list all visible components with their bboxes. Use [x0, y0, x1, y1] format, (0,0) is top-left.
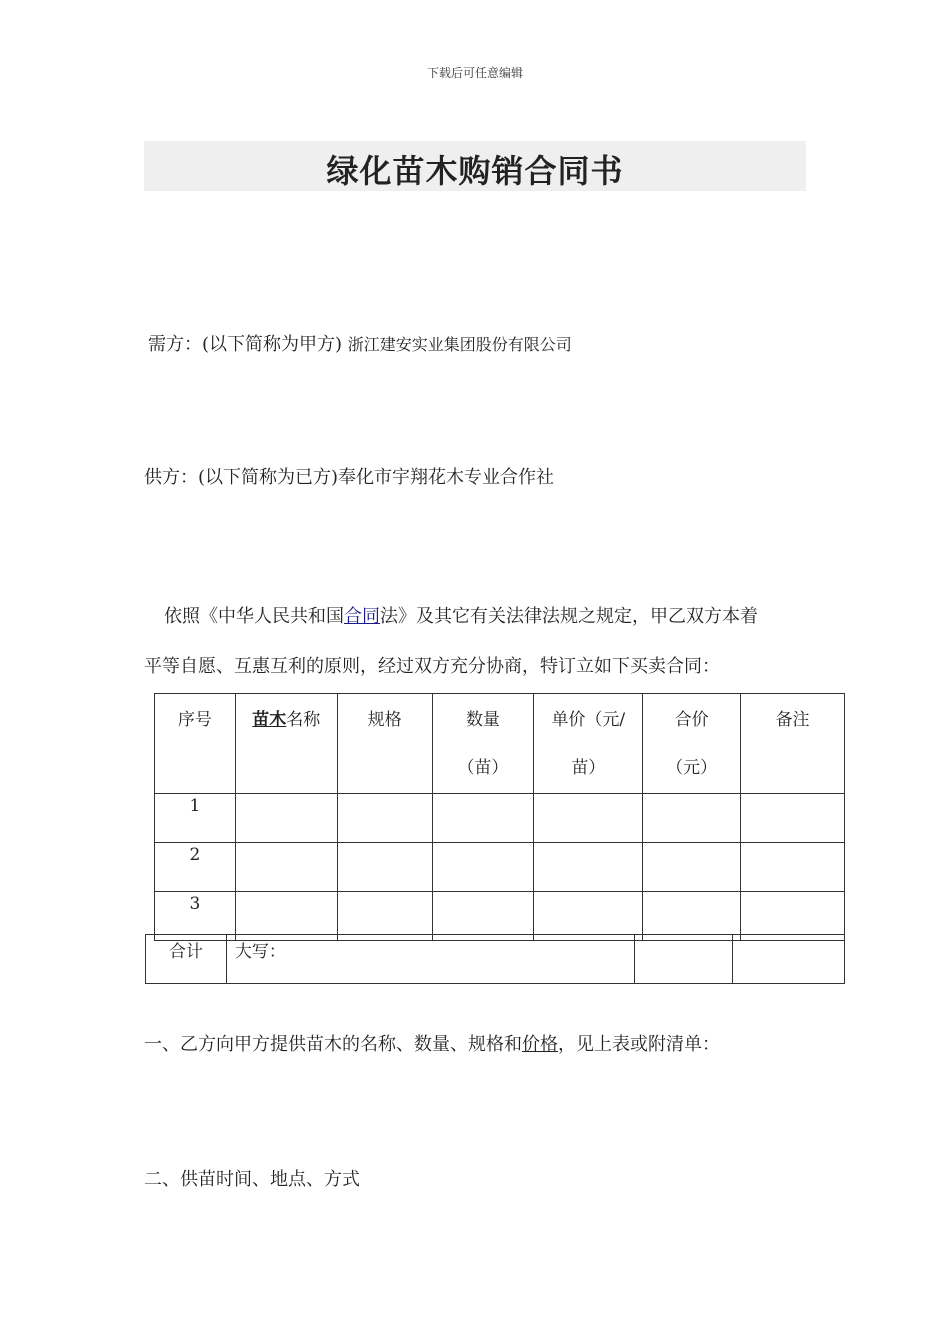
header-name-bold: 苗木 — [252, 710, 287, 730]
table-cell — [432, 794, 534, 843]
table-cell — [741, 843, 845, 892]
table-cell — [235, 794, 337, 843]
clause-1 — [144, 1030, 720, 1056]
table-cell — [337, 843, 432, 892]
total-cell — [733, 935, 845, 984]
document-title: 绿化苗木购销合同书 — [326, 152, 624, 190]
supplier-line: 供方：(以下简称为已方)奉化市宇翔花木专业合作社 — [144, 467, 555, 488]
clause-2: 二、供苗时间、地点、方式 — [144, 1169, 360, 1190]
clause-1-before: 一、乙方向甲方提供苗木的名称、数量、规格和 — [144, 1034, 522, 1055]
clause-1-after: ，见上表或附清单： — [558, 1034, 720, 1055]
table-cell — [337, 794, 432, 843]
contract-law-link[interactable]: 合同 — [344, 606, 380, 627]
header-remark: 备注 — [741, 694, 845, 794]
header-spec: 规格 — [337, 694, 432, 794]
row-seq: 1 — [155, 794, 236, 843]
goods-table — [154, 693, 845, 941]
header-price — [534, 694, 643, 794]
table-header-row — [155, 694, 845, 794]
table-cell — [534, 794, 643, 843]
table-row — [155, 794, 845, 843]
table-row — [155, 843, 845, 892]
header-seq: 序号 — [155, 694, 236, 794]
header-total-line2: （元） — [666, 758, 718, 778]
header-qty-line2: （苗） — [457, 758, 509, 778]
table-cell — [534, 843, 643, 892]
row-seq: 2 — [155, 843, 236, 892]
total-cell — [635, 935, 733, 984]
header-name-rest: 名称 — [286, 710, 321, 730]
price-link[interactable]: 价格 — [522, 1034, 558, 1055]
buyer-line — [148, 330, 572, 356]
table-cell — [643, 843, 741, 892]
header-total — [643, 694, 741, 794]
total-table — [145, 934, 845, 984]
total-row — [146, 935, 845, 984]
total-caps: 大写： — [226, 935, 634, 984]
header-price-line1: 单价（元/ — [551, 710, 626, 730]
table-cell — [643, 794, 741, 843]
header-total-line1: 合价 — [674, 710, 709, 730]
buyer-label: 需方：(以下简称为甲方) — [148, 334, 343, 355]
header-note: 下载后可任意编辑 — [426, 66, 523, 80]
table-cell — [741, 794, 845, 843]
basis-text-after: 法》及其它有关法律法规之规定，甲乙双方本着 — [380, 606, 758, 627]
table-cell — [432, 843, 534, 892]
basis-line-2: 平等自愿、互惠互利的原则，经过双方充分协商，特订立如下买卖合同： — [144, 656, 720, 677]
header-price-line2: 苗） — [571, 758, 606, 778]
row-seq: 3 — [155, 892, 236, 941]
header-name — [235, 694, 337, 794]
basis-line-1 — [164, 602, 758, 628]
total-label: 合计 — [146, 935, 227, 984]
header-qty — [432, 694, 534, 794]
buyer-company: 浙江建安实业集团股份有限公司 — [347, 335, 572, 354]
basis-text-before: 依照《中华人民共和国 — [164, 606, 344, 627]
table-cell — [235, 843, 337, 892]
header-qty-line1: 数量 — [465, 710, 500, 730]
